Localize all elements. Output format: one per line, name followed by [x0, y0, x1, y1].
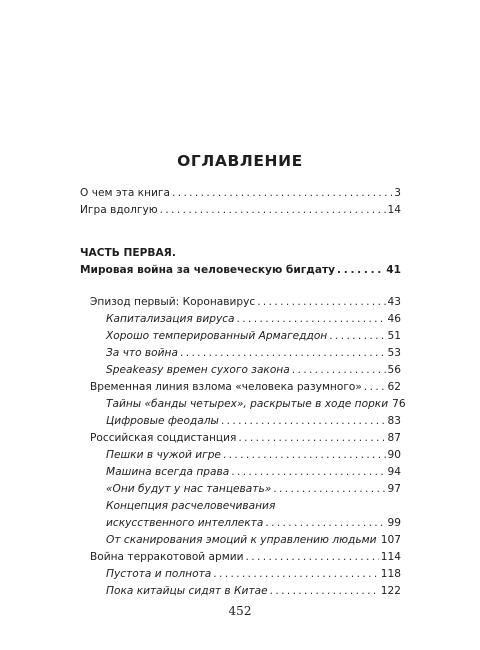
toc-entry-page: 97 [387, 483, 401, 495]
toc-entry-title: Цифровые феодалы [106, 415, 219, 427]
dot-leader [180, 345, 386, 362]
toc-section [106, 583, 401, 600]
toc-entry-title: О чем эта книга [80, 187, 170, 199]
toc-section [106, 481, 401, 498]
page-number: 452 [228, 604, 252, 618]
toc-entry-page: 87 [387, 432, 401, 444]
toc-entry-page: 76 [392, 398, 406, 410]
toc-entry-page: 3 [394, 187, 401, 199]
toc-entry-title: Хорошо темперированный Армагеддон [106, 330, 328, 342]
toc-section [106, 328, 401, 345]
toc-entry-page: 118 [380, 568, 401, 580]
dot-leader [221, 413, 386, 430]
toc-entry-title: Война терракотовой армии [90, 551, 244, 563]
toc-entry-page: 114 [380, 551, 401, 563]
dot-leader [364, 379, 386, 396]
toc-chapter [90, 379, 401, 396]
dot-leader [231, 464, 385, 481]
dot-leader [270, 583, 379, 600]
dot-leader [213, 566, 379, 583]
toc-section [106, 345, 401, 362]
toc-entry-page: 46 [387, 313, 401, 325]
dot-leader [172, 185, 392, 202]
part-page: 41 [386, 264, 401, 276]
dot-leader [238, 430, 385, 447]
toc-entry-page: 51 [387, 330, 401, 342]
dot-leader [265, 515, 385, 532]
toc-entry-page: 122 [380, 585, 401, 597]
toc-chapter [90, 294, 401, 311]
toc-entry-page: 53 [387, 347, 401, 359]
toc-section [106, 464, 401, 481]
toc-entry-page: 62 [387, 381, 401, 393]
toc-entry-title: Пока китайцы сидят в Китае [106, 585, 268, 597]
toc-entry-title: Тайны «банды четырех», раскрытые в ходе порки [106, 398, 389, 410]
toc-entry-title: искусственного интеллекта [106, 517, 264, 529]
dot-leader [160, 202, 386, 219]
toc-heading: ОГЛАВЛЕНИЕ [177, 152, 303, 170]
toc-entry-title: Временная линия взлома «человека разумного» [90, 381, 362, 393]
toc-entry-page: 107 [380, 534, 401, 546]
toc-section [106, 515, 401, 532]
toc-entry [80, 202, 401, 219]
toc-section [106, 447, 401, 464]
toc-entry-page: 94 [387, 466, 401, 478]
toc-entry-page: 90 [387, 449, 401, 461]
toc-entry-page: 14 [387, 204, 401, 216]
toc-entry-title: Капитализация вируса [106, 313, 235, 325]
toc-entry-title: От сканирования эмоций к управлению людьми [106, 534, 377, 546]
toc-entry-title: Игра вдолгую [80, 204, 158, 216]
dot-leader [329, 328, 385, 345]
toc-entry-page: 43 [387, 296, 401, 308]
dot-leader [246, 549, 379, 566]
toc-entry [80, 185, 401, 202]
toc-section [106, 311, 401, 328]
dot-leader [257, 294, 385, 311]
toc-section [106, 566, 401, 583]
toc-entry-title: Пустота и полнота [106, 568, 212, 580]
toc-section [106, 362, 401, 379]
part-title-entry [80, 262, 401, 279]
toc-section [106, 413, 401, 430]
toc-entry-title: Эпизод первый: Коронавирус [90, 296, 256, 308]
toc-entry-page: 56 [387, 364, 401, 376]
part-title: Мировая война за человеческую бигдату [80, 264, 336, 276]
part-label: ЧАСТЬ ПЕРВАЯ. [80, 247, 176, 259]
dot-leader [223, 447, 386, 464]
toc-entry-title: Российская соцдистанция [90, 432, 237, 444]
toc-entry-page: 83 [387, 415, 401, 427]
toc-entry-title: «Они будут у нас танцевать» [106, 483, 272, 495]
dot-leader [273, 481, 385, 498]
toc-entry-page: 99 [387, 517, 401, 529]
toc-entry-title-line1: Концепция расчеловечивания [106, 500, 276, 512]
dot-leader [237, 311, 386, 328]
dot-leader [292, 362, 386, 379]
toc-entry-title: Speakeasy времен сухого закона [106, 364, 290, 376]
toc-section [106, 396, 406, 413]
toc-chapter [90, 549, 401, 566]
toc-chapter [90, 430, 401, 447]
toc-entry-title: Машина всегда права [106, 466, 230, 478]
toc-entry-title: За что война [106, 347, 178, 359]
toc-entry-title: Пешки в чужой игре [106, 449, 221, 461]
toc-section [106, 532, 401, 549]
dot-leader [337, 262, 384, 279]
